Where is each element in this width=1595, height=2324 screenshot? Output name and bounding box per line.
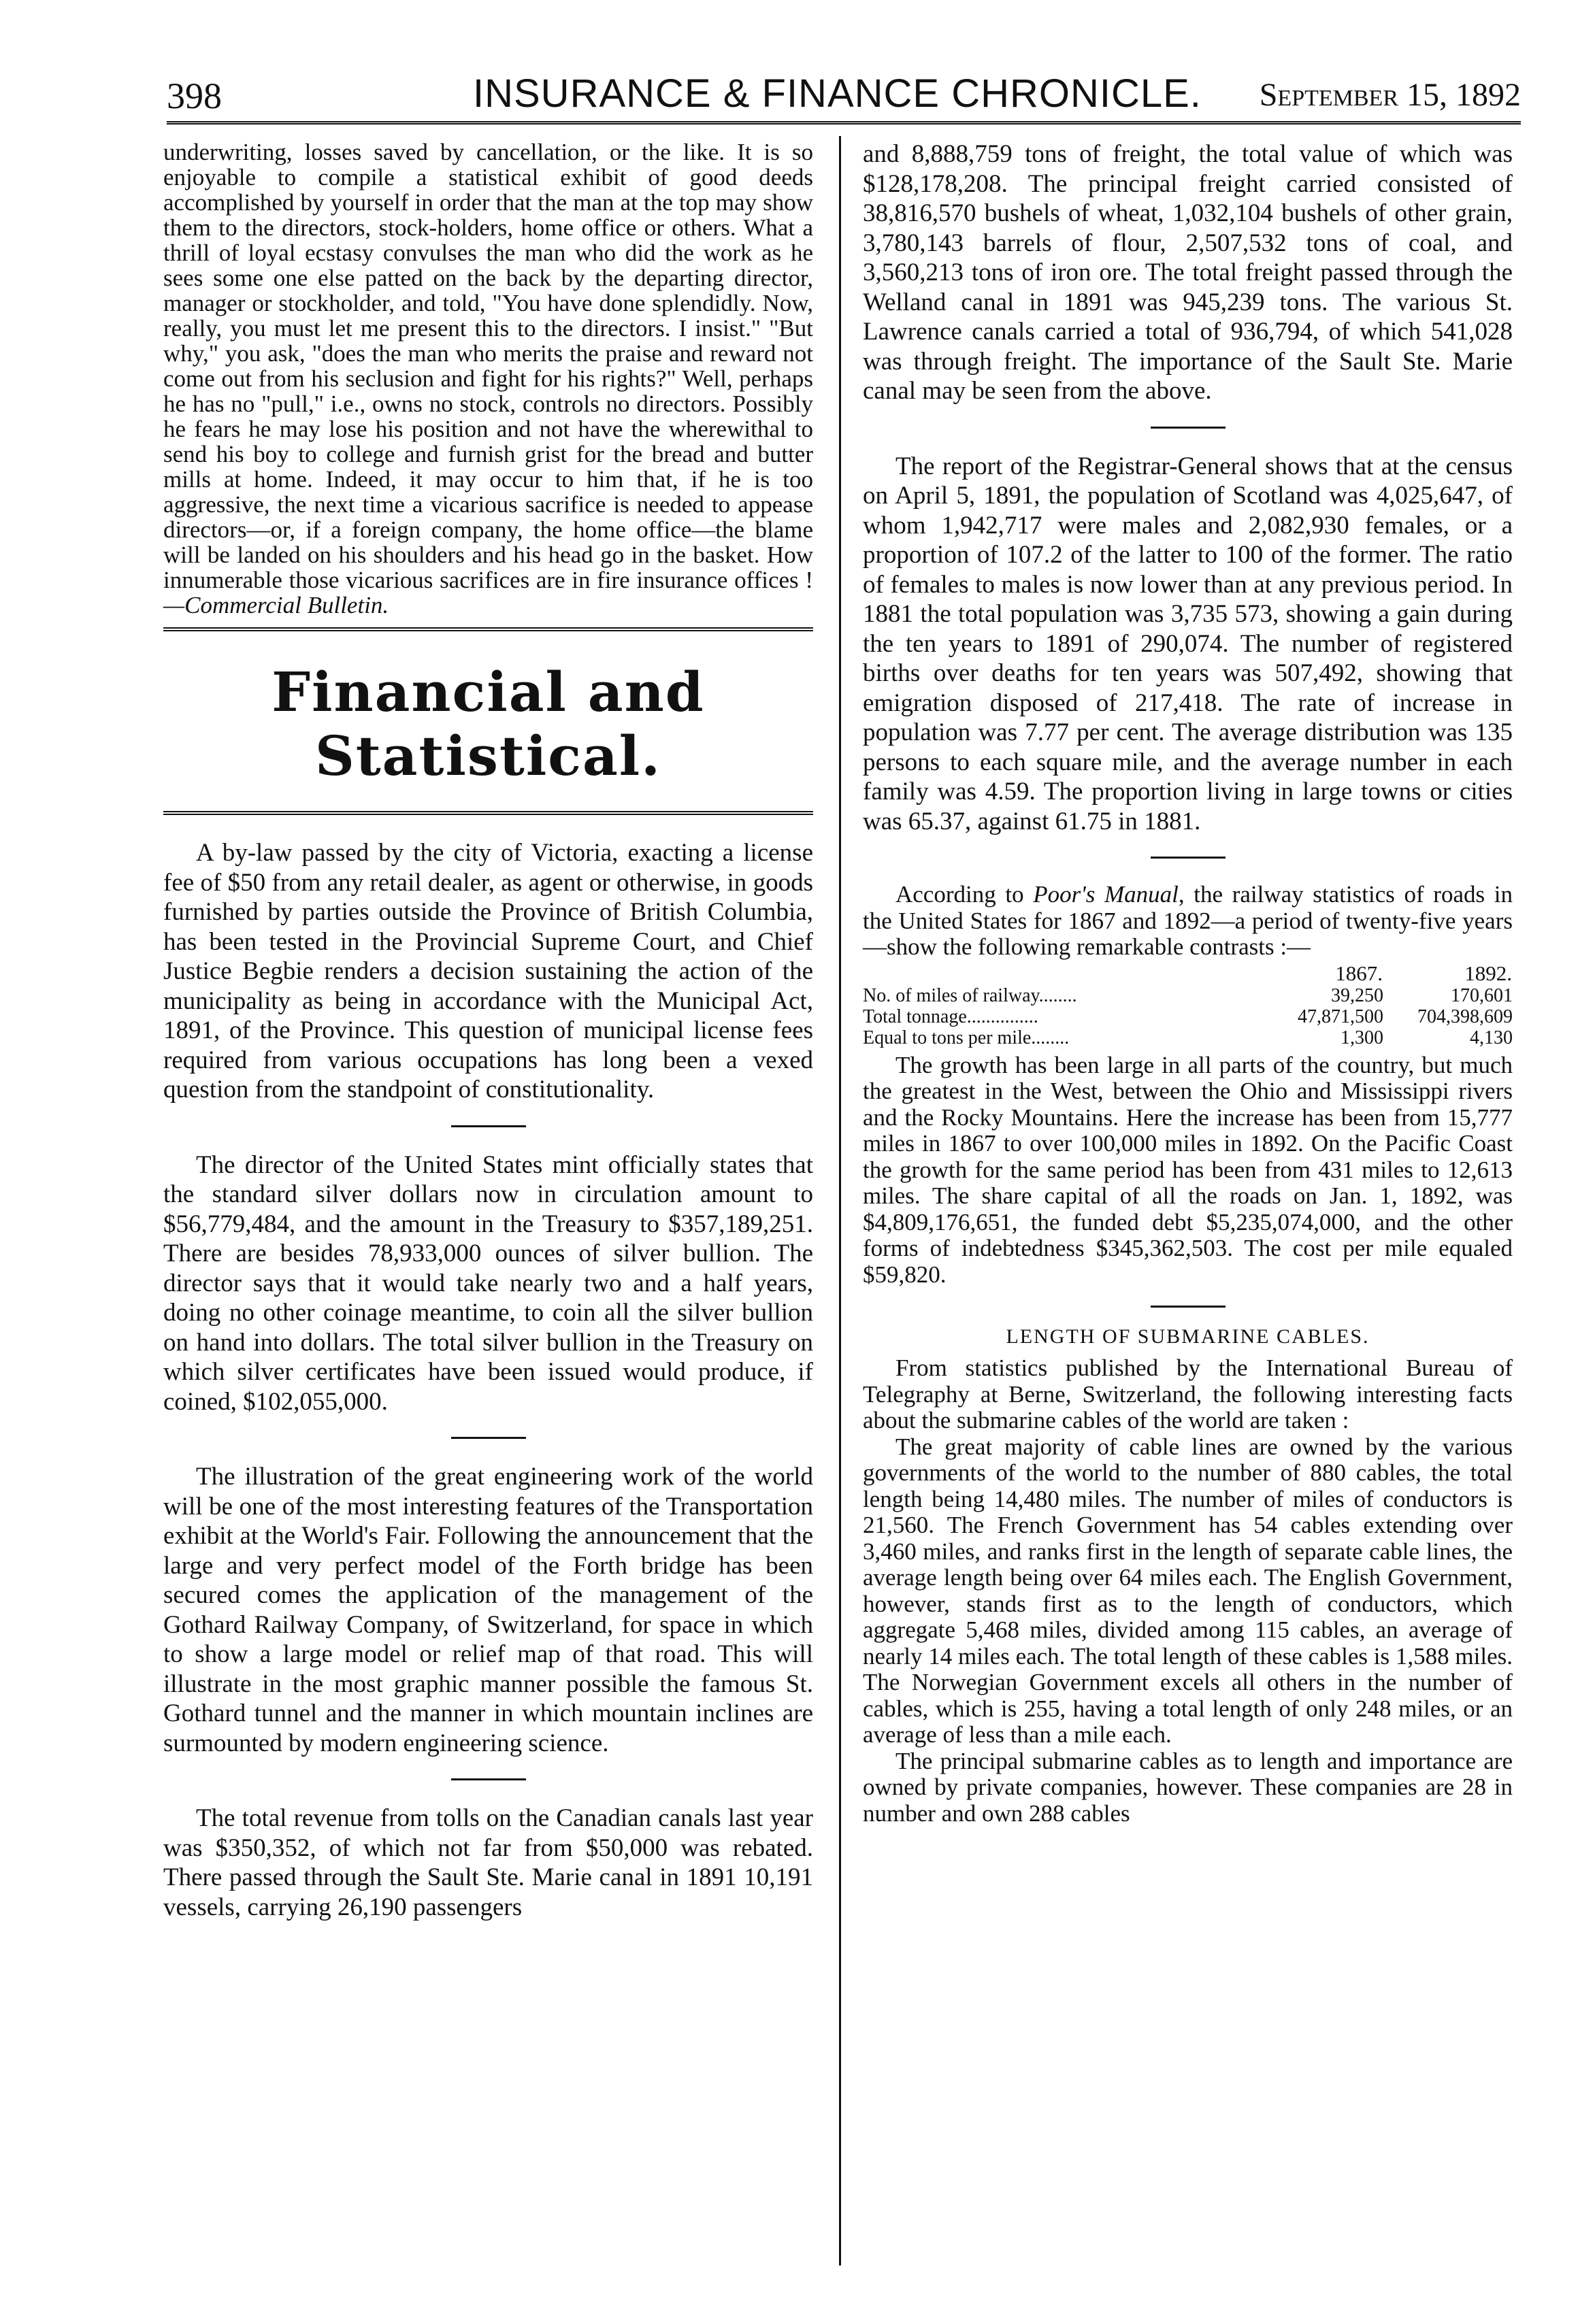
cell-value: 4,130	[1470, 1027, 1513, 1048]
poors-intro: According to	[895, 881, 1034, 908]
column-header: 1892.	[1464, 961, 1512, 985]
separator	[451, 1125, 526, 1127]
table-row	[863, 1027, 1513, 1048]
paragraph-us-mint: The director of the United States mint officially states that the standard silver dollars now in circulation amount to $56,779,484, and the amount in the Treasury to $357,189,251. There are besides 78,933,000 ounces of silver bullion. The director says that it would take nearly two and a half years, doing no other coinage meantime, to coin all the silver bullion on hand into dollars. The total silver bullion in the Treasury on which silver certificates have been issued would produce, if coined, $102,055,000.	[163, 1150, 813, 1416]
table-header-row	[863, 962, 1513, 985]
publication-title: INSURANCE & FINANCE CHRONICLE.	[473, 71, 1202, 116]
section-rule-bottom	[163, 811, 813, 818]
paragraph-worlds-fair: The illustration of the great engineering work of the world will be one of the most interesting features of the Transportation exhibit at the World's Fair. Following the announcement that the large and very perfect model of the Forth bridge has been secured comes the application of the management of the Gothard Railway Company, of Switzerland, for space in which to show a large model or relief map of that road. This will illustrate in the most graphic manner possible the famous St. Gothard tunnel and the manner in which mountain inclines are surmounted by modern engineering science.	[163, 1463, 813, 1757]
right-column	[863, 139, 1513, 1827]
poors-manual-title: Poor's Manual	[1033, 881, 1179, 908]
header-rule	[167, 121, 1521, 127]
paragraph-railway-growth: The growth has been large in all parts of the country, but much the greatest in the West, between the Ohio and Mississippi rivers and the Rocky Mountains. Here the increase has been from 15,777 miles in 1867 to over 100,000 miles in 1892. On the Pacific Coast the growth for the same period has been from 431 miles to 12,613 miles. The share capital of all the roads on Jan. 1, 1892, was $4,809,176,651, the funded debt $5,235,074,000, and the other forms of indebtedness $345,362,503. The cost per mile equaled $59,820.	[863, 1051, 1513, 1288]
separator	[451, 1778, 526, 1780]
row-label: Equal to tons per mile........	[863, 1027, 1070, 1048]
paragraph-canals-continued: and 8,888,759 tons of freight, the total value of which was $128,178,208. The principal freight carried consisted of 38,816,570 bushels of wheat, 1,032,104 bushels of other grain, 3,780,143 barrels of flour, 2,507,532 tons of coal, and 3,560,213 tons of iron ore. The total freight passed through the Welland canal in 1891 was 945,239 tons. The various St. Lawrence canals carried a total of 936,794, of which 541,028 was through freight. The importance of the Sault Ste. Marie canal may be seen from the above.	[863, 140, 1513, 405]
table-row	[863, 1006, 1513, 1027]
paragraph-victoria-bylaw: A by-law passed by the city of Victoria, exacting a license fee of $50 from any retail dealer, as agent or otherwise, in goods furnished by parties outside the Province of British Columbia, has been tested in the Provincial Supreme Court, and Chief Justice Begbie renders a decision sustaining the action of the municipality as being in accordance with the Municipal Act, 1891, of the Province. This question of municipal license fees required from various occupations has long been a vexed question from the standpoint of constitutionality.	[163, 839, 813, 1103]
page-header	[167, 61, 1521, 122]
row-label: No. of miles of railway........	[863, 984, 1077, 1006]
article-source: —Commercial Bulletin.	[163, 592, 389, 618]
row-label: Total tonnage...............	[863, 1006, 1038, 1027]
paragraph-poors-manual	[863, 882, 1513, 961]
separator	[451, 1437, 526, 1439]
column-divider	[839, 136, 841, 2265]
railway-statistics-table	[863, 962, 1513, 1048]
table-row	[863, 985, 1513, 1006]
paragraph-scotland-census: The report of the Registrar-General shows that at the census on April 5, 1891, the population of Scotland was 4,025,647, of whom 1,942,717 were males and 2,082,930 females, or a proportion of 107.2 of the latter to 100 of the former. The ratio of females to males is now lower than at any previous period. In 1881 the total population was 3,735 573, showing a gain during the ten years to 1891 of 290,074. The number of registered births over deaths for ten years was 507,492, showing that emigration disposed of 217,418. The rate of increase in population was 7.77 per cent. The average distribution was 135 persons to each square mile, and the average number in each family was 4.59. The proportion living in large towns or cities was 65.37, against 61.75 in 1881.	[863, 452, 1513, 835]
cell-value: 1,300	[1341, 1027, 1383, 1048]
separator	[1151, 427, 1226, 429]
cell-value: 704,398,609	[1417, 1006, 1513, 1027]
section-rule-top	[163, 627, 813, 634]
left-column	[163, 139, 813, 1922]
issue-date: September 15, 1892	[1259, 77, 1521, 113]
page-number: 398	[167, 76, 222, 116]
paragraph-canadian-canals: The total revenue from tolls on the Canadian canals last year was $350,352, of which not far from $50,000 was rebated. There passed through the Sault Ste. Marie canal in 1891 10,191 vessels, carrying 26,190 passengers	[163, 1804, 813, 1921]
separator	[1151, 857, 1226, 859]
paragraph-cables-intro: From statistics published by the International Bureau of Telegraphy at Berne, Switzerland, the following interesting facts about the submarine cables of the world are taken :	[863, 1355, 1513, 1433]
poors-contrast: , the railway statistics of roads in the United States for 1867 and 1892—a period of twenty-five years—show the following remarkable contrasts :—	[863, 881, 1513, 960]
cell-value: 39,250	[1331, 984, 1383, 1006]
article-continuation-text: underwriting, losses saved by cancellation, or the like. It is so enjoyable to compile a statistical exhibit of good deeds accomplished by yourself in order that the man at the top may show them to the directors, stock-holders, home office or others. What a thrill of loyal ecstasy convulses the man who did the work as he sees some one else patted on the back by the departing director, manager or stockholder, and told, "You have done splendidly. Now, really, you must let me present this to the directors. I insist." "But why," you ask, "does the man who merits the praise and reward not come out from his seclusion and fight for his rights?" Well, perhaps he has no "pull," i.e., owns no stock, controls no directors. Possibly he fears he may lose his position and not have the wherewithal to send his boy to college and furnish grist for the bread and butter mills at home. Indeed, it may occur to him that, if he is too aggressive, the next time a vicarious sacrifice is needed to appease directors—or, if a foreign company, the home office—the blame will be landed on his shoulders and his head go in the basket. How innumerable those vicarious sacrifices are in fire insurance offices !	[163, 139, 813, 593]
paragraph-cables-companies: The principal submarine cables as to length and importance are owned by private companies, however. These companies are 28 in number and own 288 cables	[863, 1747, 1513, 1827]
paragraph-cables-governments: The great majority of cable lines are owned by the various governments of the world to the number of 880 cables, the total length being 14,480 miles. The number of miles of conductors is 21,560. The French Government has 54 cables extending over 3,460 miles, and ranks first in the length of separate cable lines, the average length being over 64 miles each. The English Government, however, stands first as to the length of conductors, which aggregate 5,468 miles, divided among 115 cables, an average of nearly 14 miles each. The total length of these cables is 1,588 miles. The Norwegian Government excels all others in the number of cables, which is 255, having a total length of only 248 miles, or an average of less than a mile each.	[863, 1433, 1513, 1748]
subsection-title: LENGTH OF SUBMARINE CABLES.	[1006, 1325, 1370, 1348]
cell-value: 170,601	[1451, 984, 1513, 1006]
separator	[1151, 1306, 1226, 1308]
cell-value: 47,871,500	[1298, 1006, 1383, 1027]
column-header: 1867.	[1335, 961, 1383, 985]
article-continuation	[163, 139, 813, 618]
section-title: Financial and Statistical.	[272, 660, 705, 788]
